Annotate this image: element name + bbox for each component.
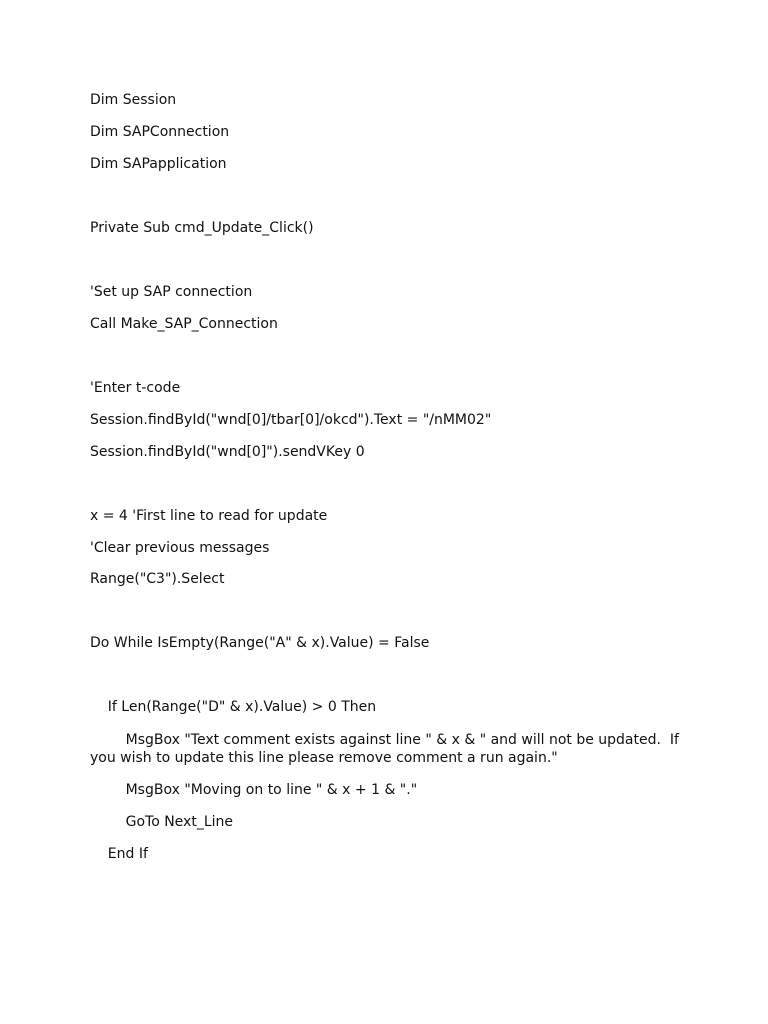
code-line-sendvkey: Session.findById("wnd[0]").sendVKey 0 xyxy=(90,444,365,460)
code-line-dim-session: Dim Session xyxy=(90,92,177,108)
code-line-comment-tcode: 'Enter t-code xyxy=(90,380,181,396)
code-line-msgbox-comment: MsgBox "Text comment exists against line " & x & " and will not be updated. If you wish to update this line please remove comment a run again." xyxy=(90,732,684,766)
code-line-do-while: Do While IsEmpty(Range("A" & x).Value) = False xyxy=(90,635,430,651)
code-line-comment-setup: 'Set up SAP connection xyxy=(90,284,253,300)
code-line-if-len: If Len(Range("D" & x).Value) > 0 Then xyxy=(90,699,377,715)
code-line-dim-sapapplication: Dim SAPapplication xyxy=(90,156,227,172)
code-line-comment-clear: 'Clear previous messages xyxy=(90,540,270,556)
code-line-x-assign: x = 4 'First line to read for update xyxy=(90,508,328,524)
code-line-range-select: Range("C3").Select xyxy=(90,571,225,587)
code-line-end-if: End If xyxy=(90,846,148,862)
code-line-dim-sapconnection: Dim SAPConnection xyxy=(90,124,230,140)
code-line-sub-declaration: Private Sub cmd_Update_Click() xyxy=(90,220,314,236)
code-line-msgbox-moving: MsgBox "Moving on to line " & x + 1 & "." xyxy=(90,782,418,798)
code-line-call-connection: Call Make_SAP_Connection xyxy=(90,316,278,332)
code-line-okcd-text: Session.findById("wnd[0]/tbar[0]/okcd").Text = "/nMM02" xyxy=(90,412,492,428)
code-line-goto: GoTo Next_Line xyxy=(90,814,233,830)
